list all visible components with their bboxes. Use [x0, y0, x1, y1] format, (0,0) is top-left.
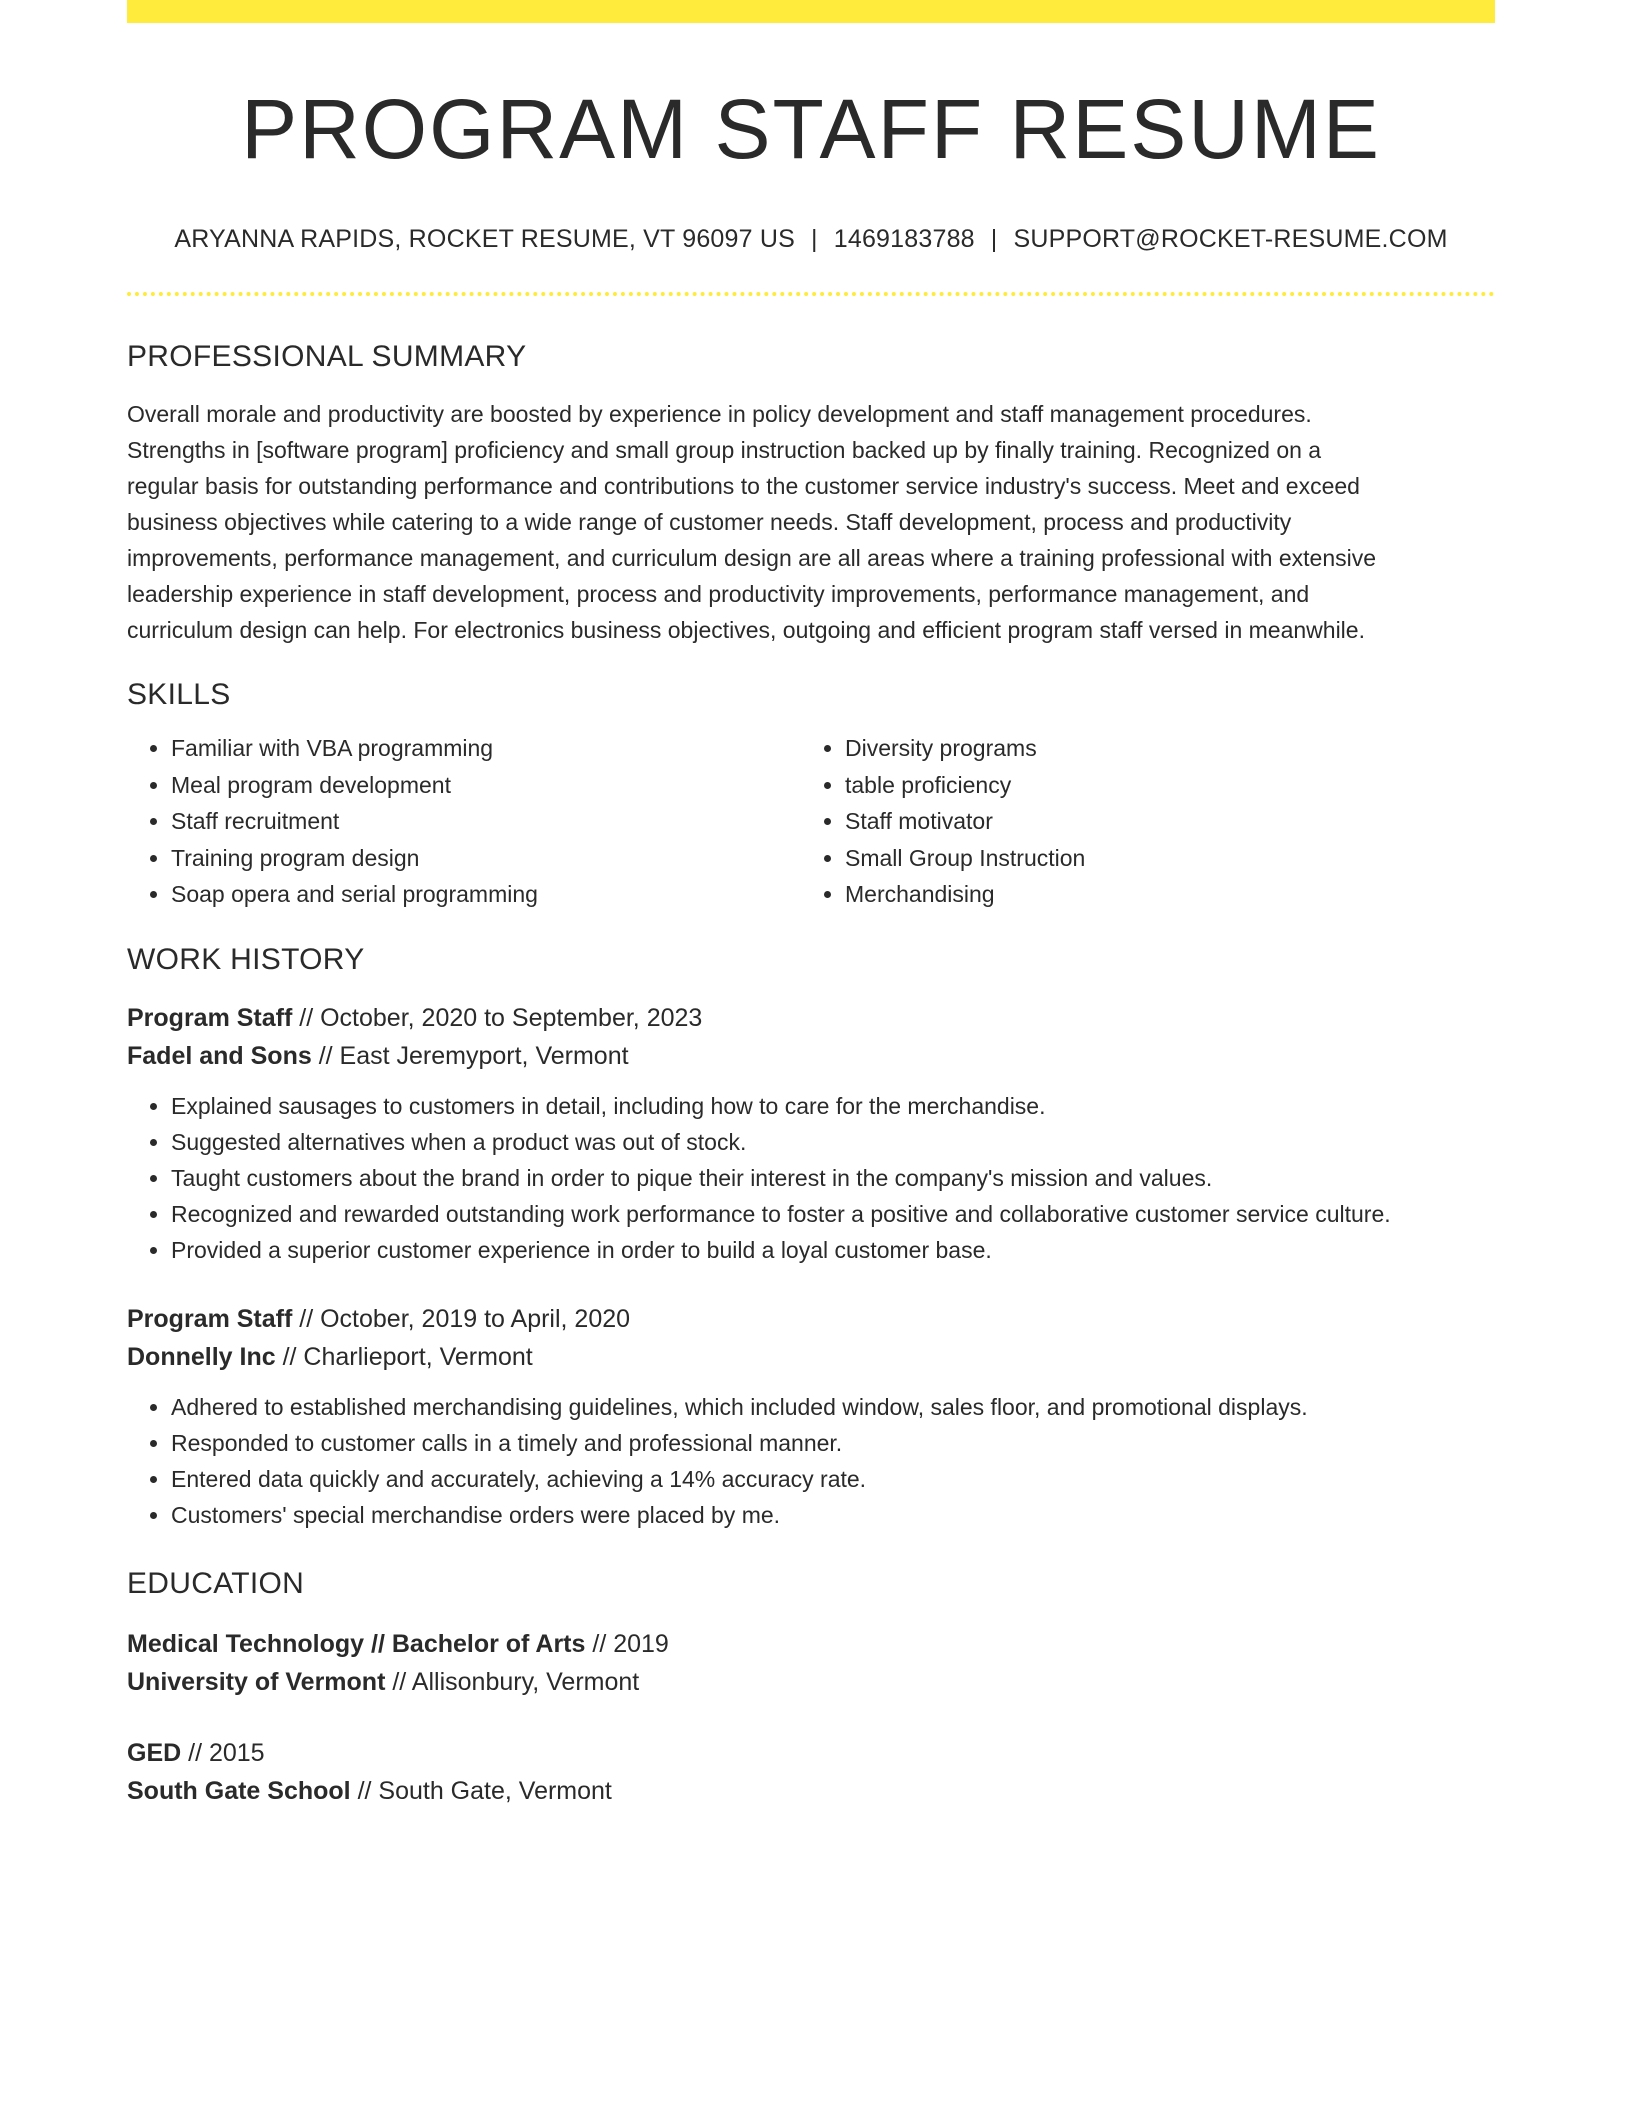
- education-location: // South Gate, Vermont: [350, 1776, 612, 1805]
- contact-separator: |: [811, 225, 818, 254]
- skill-item: • Meal program development: [171, 767, 801, 804]
- skill-item: • Soap opera and serial programming: [171, 876, 801, 913]
- contact-phone: 1469183788: [833, 225, 975, 254]
- education-degree-line: [127, 1625, 1495, 1663]
- contact-separator: |: [990, 225, 998, 254]
- job-title: Program Staff: [127, 1304, 293, 1333]
- job-company: Donnelly Inc: [127, 1342, 276, 1371]
- education-year: // 2019: [585, 1629, 669, 1658]
- job-company: Fadel and Sons: [127, 1041, 312, 1070]
- summary-line: regular basis for outstanding performance and contributions to the customer service industry's success. Meet and exceed: [127, 473, 1360, 500]
- resume-title: PROGRAM STAFF RESUME: [241, 82, 1381, 176]
- skill-item: • Staff recruitment: [171, 803, 801, 840]
- education-degree: Medical Technology // Bachelor of Arts: [127, 1629, 586, 1658]
- summary-text: [127, 396, 1495, 648]
- job-entry: [127, 1300, 1495, 1533]
- education-heading: EDUCATION: [127, 1566, 305, 1600]
- job-bullet: • Provided a superior customer experience in order to build a loyal customer base.: [171, 1232, 1495, 1268]
- skills-heading: SKILLS: [127, 678, 231, 712]
- job-bullet-list: [127, 1088, 1495, 1268]
- job-dates: // October, 2020 to September, 2023: [292, 1003, 703, 1032]
- work-history-heading: WORK HISTORY: [127, 942, 365, 976]
- dotted-divider: [127, 292, 1495, 296]
- job-bullet: • Responded to customer calls in a timely and professional manner.: [171, 1425, 1495, 1461]
- job-dates: // October, 2019 to April, 2020: [292, 1304, 631, 1333]
- skill-item: • Staff motivator: [845, 803, 1475, 840]
- resume-page: [127, 0, 1495, 1810]
- skills-list-left: [127, 730, 801, 913]
- summary-line: leadership experience in staff development, process and productivity improvements, performance management, and: [127, 581, 1310, 608]
- skill-item: • Training program design: [171, 840, 801, 877]
- education-year: // 2015: [181, 1738, 265, 1767]
- job-bullet: • Taught customers about the brand in order to pique their interest in the company's mission and values.: [171, 1160, 1495, 1196]
- skill-item: • Familiar with VBA programming: [171, 730, 801, 767]
- skill-item: • Merchandising: [845, 876, 1475, 913]
- education-school: University of Vermont: [127, 1667, 386, 1696]
- skill-item: • table proficiency: [845, 767, 1475, 804]
- summary-line: business objectives while catering to a wide range of customer needs. Staff development, process and productivity: [127, 509, 1292, 536]
- job-bullet: • Recognized and rewarded outstanding work performance to foster a positive and collaborative customer service culture.: [171, 1196, 1495, 1232]
- contact-address: ARYANNA RAPIDS, ROCKET RESUME, VT 96097 US: [174, 225, 796, 254]
- job-location: // Charlieport, Vermont: [275, 1342, 533, 1371]
- education-school-line: [127, 1663, 1495, 1701]
- education-degree-line: [127, 1734, 1495, 1772]
- education-school: South Gate School: [127, 1776, 351, 1805]
- skill-item: • Diversity programs: [845, 730, 1475, 767]
- skill-item: • Small Group Instruction: [845, 840, 1475, 877]
- education-school-line: [127, 1772, 1495, 1810]
- top-accent-bar: [127, 0, 1495, 23]
- job-company-line: [127, 1338, 1495, 1376]
- job-location: // East Jeremyport, Vermont: [311, 1041, 629, 1070]
- education-location: // Allisonbury, Vermont: [385, 1667, 640, 1696]
- job-title: Program Staff: [127, 1003, 293, 1032]
- job-company-line: [127, 1037, 1495, 1075]
- skills-list-right: [801, 730, 1475, 913]
- job-bullet: • Adhered to established merchandising guidelines, which included window, sales floor, and promotional displays.: [171, 1389, 1495, 1425]
- job-title-line: [127, 999, 1495, 1037]
- job-bullet: • Suggested alternatives when a product was out of stock.: [171, 1124, 1495, 1160]
- job-bullet: • Customers' special merchandise orders were placed by me.: [171, 1497, 1495, 1533]
- summary-heading: PROFESSIONAL SUMMARY: [127, 340, 527, 374]
- contact-email: SUPPORT@ROCKET-RESUME.COM: [1013, 225, 1448, 254]
- summary-line: improvements, performance management, and curriculum design are all areas where a training professional with extensive: [127, 545, 1377, 572]
- job-title-line: [127, 1300, 1495, 1338]
- summary-line: curriculum design can help. For electronics business objectives, outgoing and efficient program staff versed in meanwhile.: [127, 617, 1365, 644]
- contact-line: [127, 225, 1495, 254]
- skills-columns: [127, 730, 1495, 913]
- job-bullet-list: [127, 1389, 1495, 1533]
- education-entry: [127, 1625, 1495, 1701]
- job-entry: [127, 999, 1495, 1268]
- job-bullet: • Entered data quickly and accurately, achieving a 14% accuracy rate.: [171, 1461, 1495, 1497]
- education-entry: [127, 1734, 1495, 1810]
- job-bullet: • Explained sausages to customers in detail, including how to care for the merchandise.: [171, 1088, 1495, 1124]
- summary-line: Strengths in [software program] proficiency and small group instruction backed up by finally training. Recognized on a: [127, 437, 1322, 464]
- summary-line: Overall morale and productivity are boosted by experience in policy development and staff management procedures.: [127, 401, 1312, 428]
- education-degree: GED: [127, 1738, 182, 1767]
